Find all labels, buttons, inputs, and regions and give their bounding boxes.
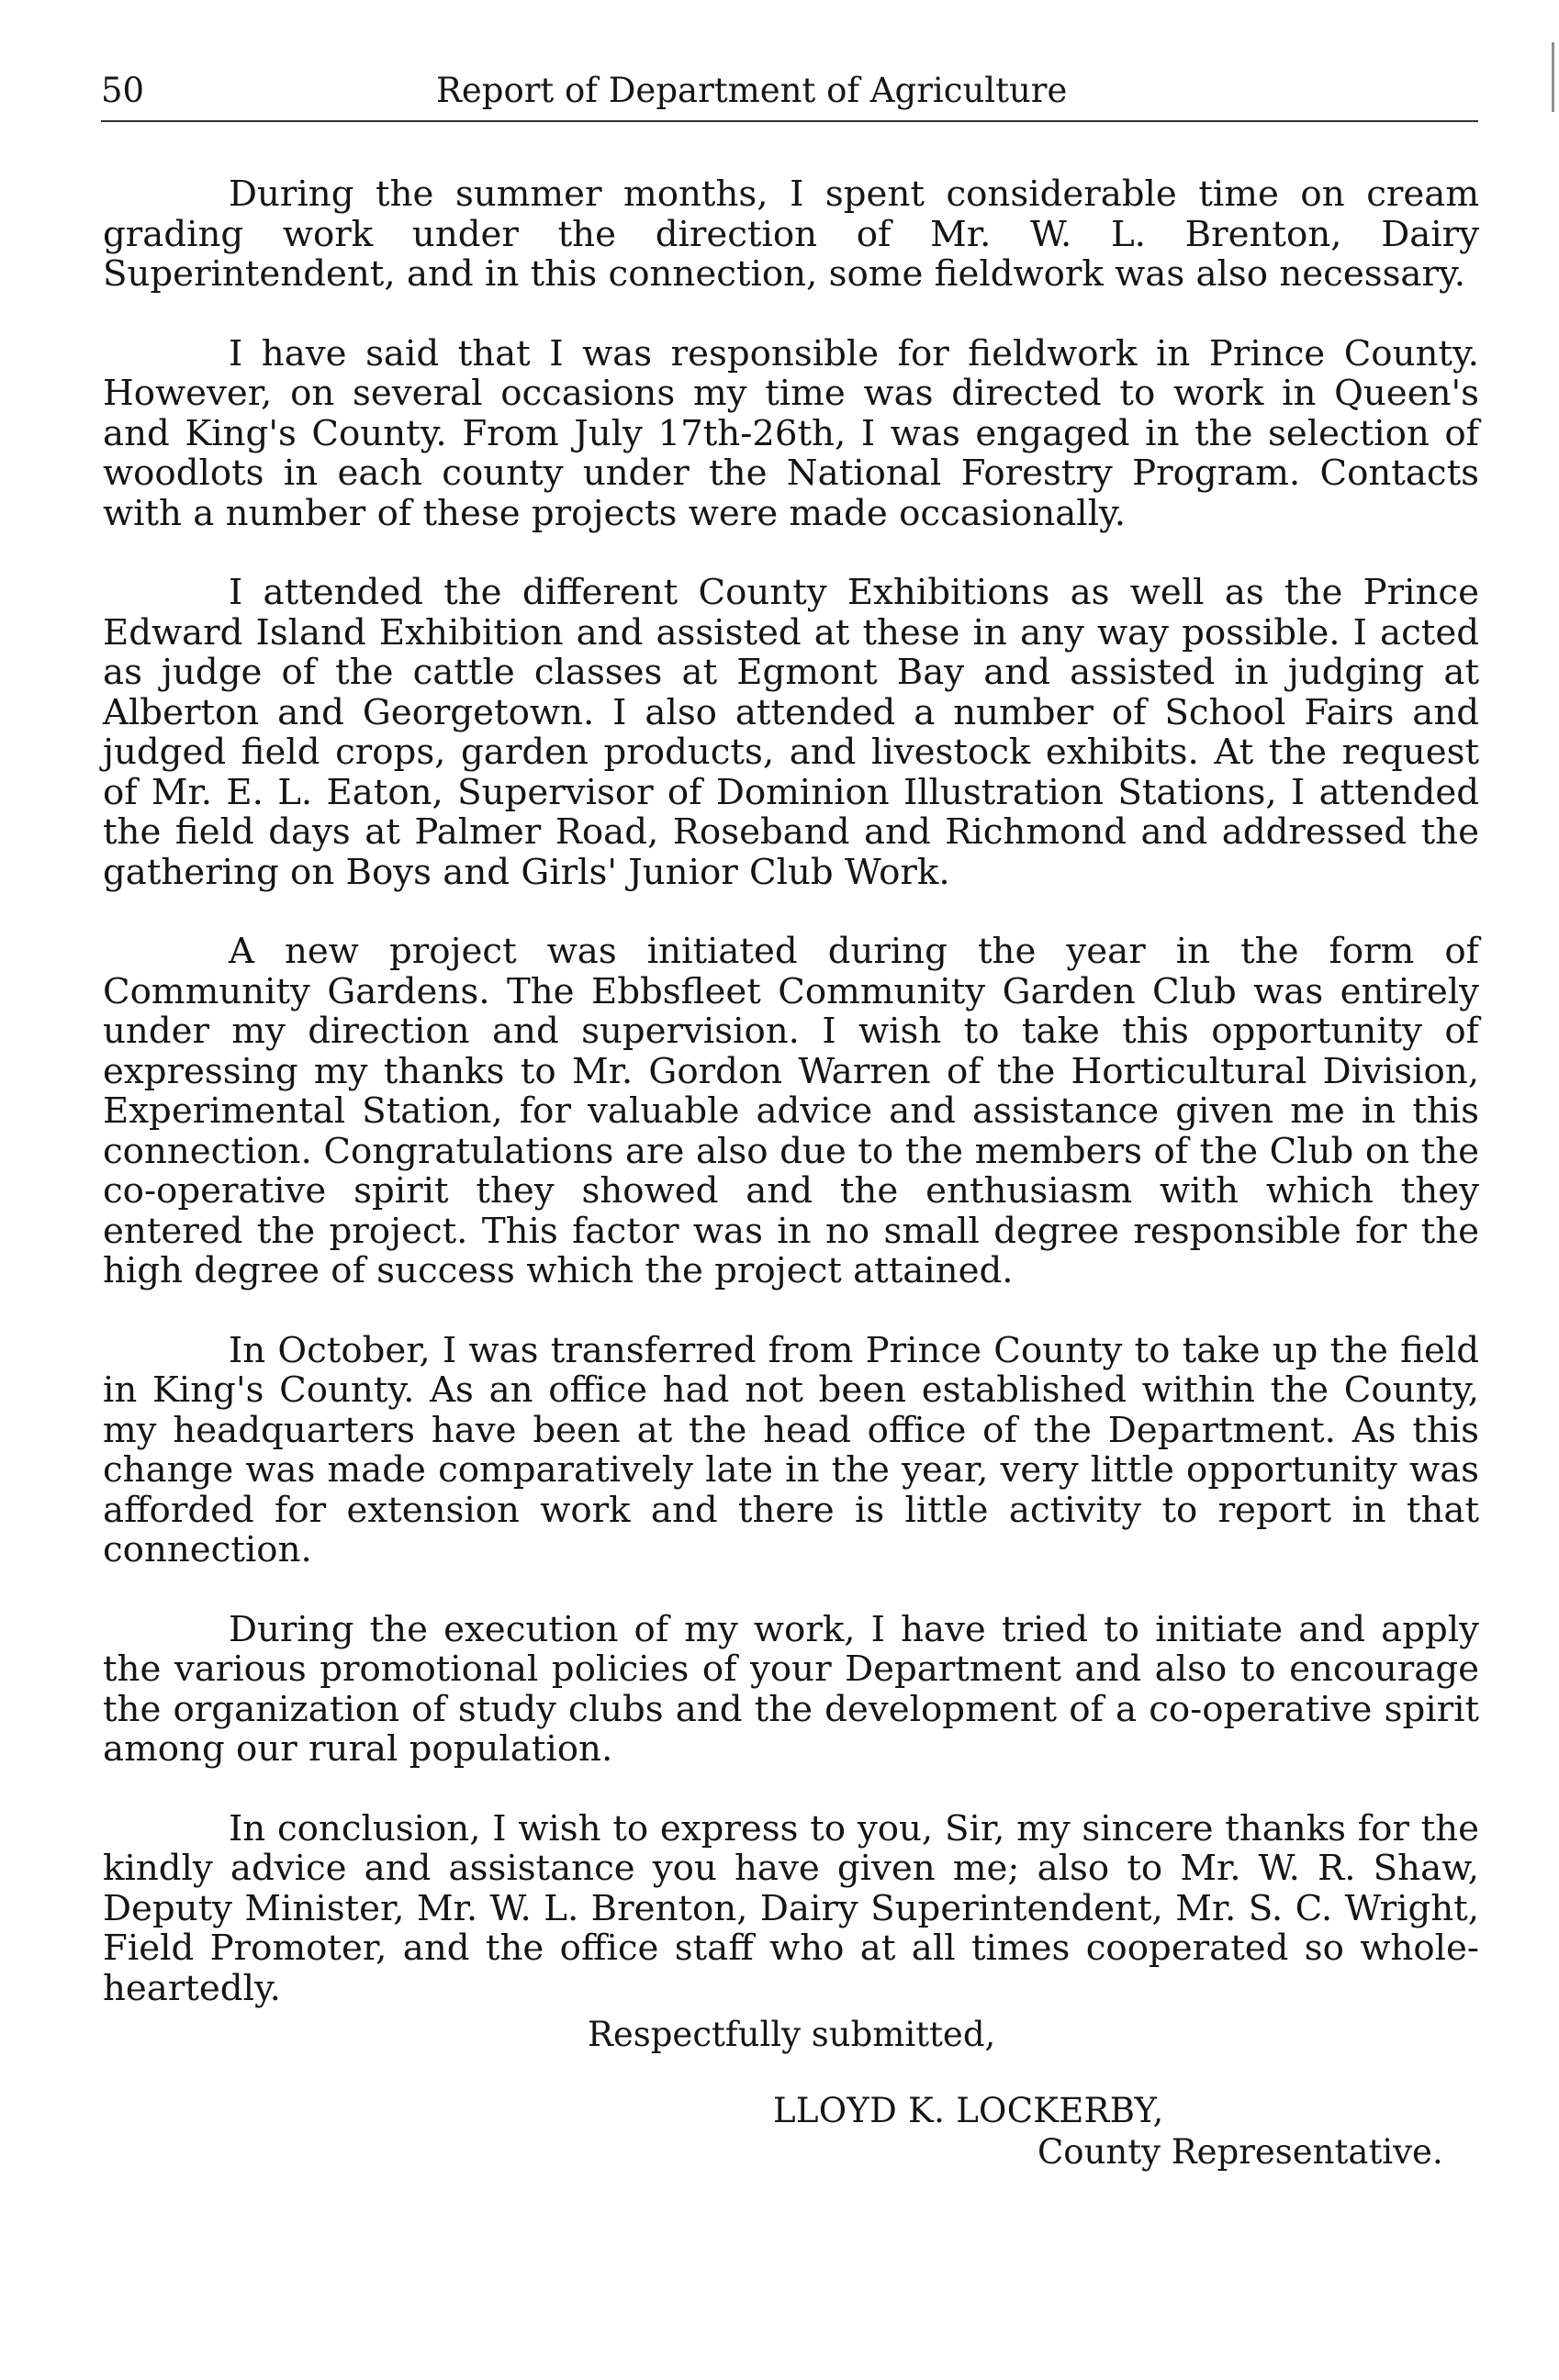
closing-salutation: Respectfully submitted, <box>588 2015 996 2054</box>
page-number: 50 <box>101 71 145 110</box>
running-title: Report of Department of Agriculture <box>436 71 1068 110</box>
page-header <box>101 66 1478 116</box>
scan-edge-mark <box>1552 42 1554 112</box>
signatory-name: LLOYD K. LOCKERBY, <box>773 2091 1164 2130</box>
paragraph-prince-county-fieldwork: I have said that I was responsible for fieldwork in Prince County. However, on several occasions my time was directed to work in Queen's and King's County. From July 17th-26th, I was engaged in the selection of woodlots in each county under the National Forestry Program. Contacts with a number of these projects were made occasionally. <box>103 332 1479 534</box>
paragraph-conclusion: In conclusion, I wish to express to you, Sir, my sincere thanks for the kindly advice and assistance you have given me; also to Mr. W. R. Shaw, Deputy Minister, Mr. W. L. Brenton, Dairy Superintendent, Mr. S. C. Wright, Field Promoter, and the office staff who at all times cooperated so whole-heartedly. <box>103 1807 1479 2009</box>
paragraph-county-exhibitions: I attended the different County Exhibitions as well as the Prince Edward Island Exhibition and assisted at these in any way possible. I acted as judge of the cattle classes at Egmont Bay and assisted in judging at Alberton and Georgetown. I also attended a number of School Fairs and judged field crops, garden products, and livestock exhibits. At the request of Mr. E. L. Eaton, Supervisor of Dominion Illustration Stations, I attended the field days at Palmer Road, Roseband and Richmond and addressed the gathering on Boys and Girls' Junior Club Work. <box>103 572 1479 893</box>
paragraph-kings-county-transfer: In October, I was transferred from Prince County to take up the field in King's County. As an office had not been established within the County, my headquarters have been at the head office of the Department. As this change was made comparatively late in the year, very little opportunity was afforded for extension work and there is little activity to report in that connection. <box>103 1329 1479 1570</box>
paragraph-cream-grading: During the summer months, I spent considerable time on cream grading work under the direction of Mr. W. L. Brenton, Dairy Superintendent, and in this connection, some fieldwork was also necessary. <box>103 173 1479 295</box>
signatory-title: County Representative. <box>1037 2132 1443 2172</box>
header-rule <box>101 120 1478 122</box>
paragraph-promotional-policies: During the execution of my work, I have tried to initiate and apply the various promotional policies of your Department and also to encourage the organization of study clubs and the development of a co-operative spirit among our rural population. <box>103 1608 1479 1770</box>
paragraph-community-gardens: A new project was initiated during the year in the form of Community Gardens. The Ebbsfleet Community Garden Club was entirely under my direction and supervision. I wish to take this opportunity of expressing my thanks to Mr. Gordon Warren of the Horticultural Division, Experimental Station, for valuable advice and assistance given me in this connection. Congratulations are also due to the members of the Club on the co-operative spirit they showed and the enthusiasm with which they entered the project. This factor was in no small degree responsible for the high degree of success which the project attained. <box>103 931 1479 1291</box>
report-body <box>103 174 1479 2048</box>
